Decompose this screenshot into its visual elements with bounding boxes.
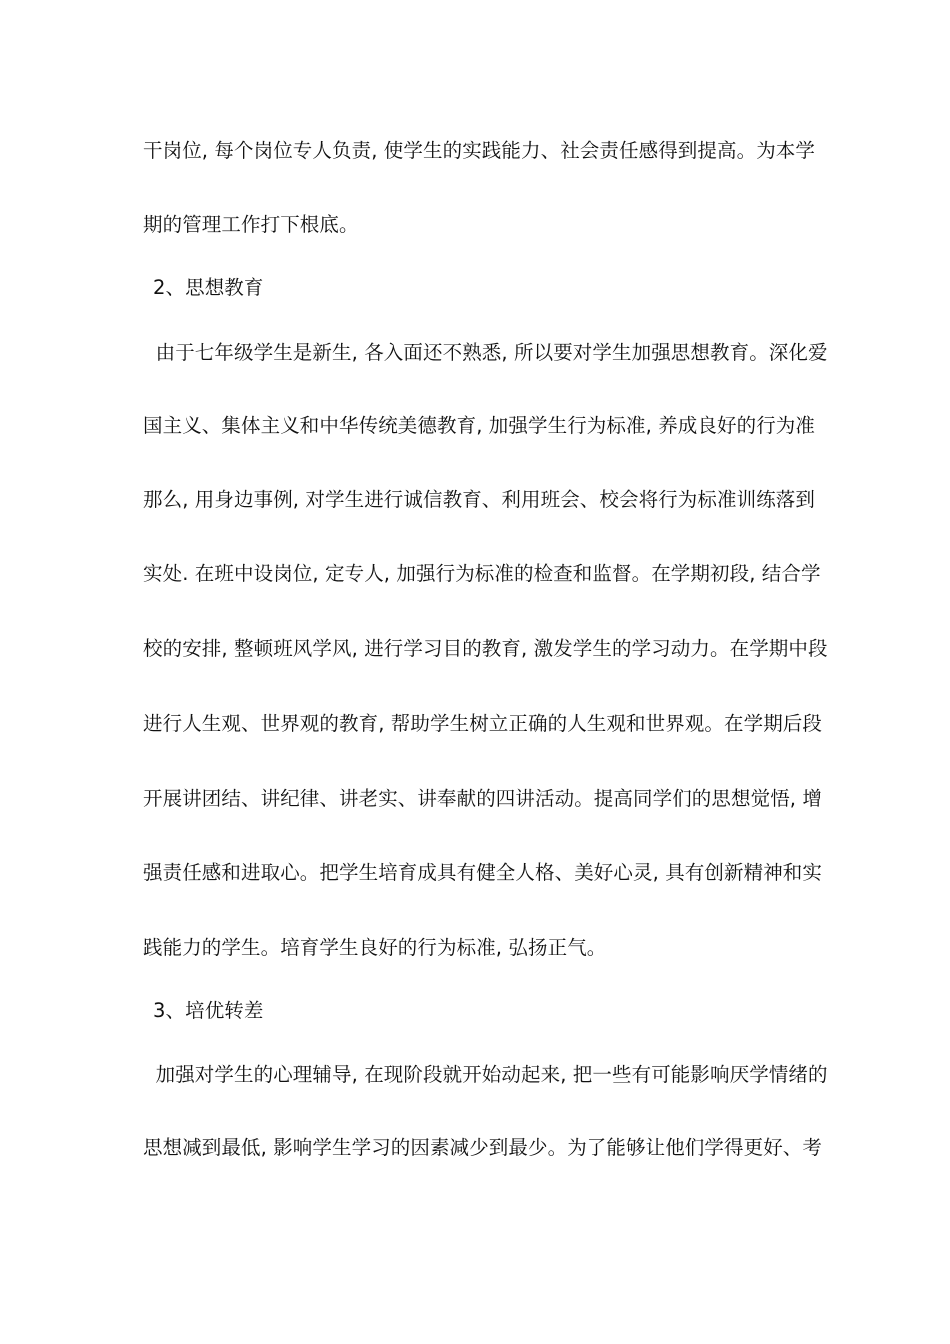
paragraph-line: 加强对学生的心理辅导, 在现阶段就开始动起来, 把一些有可能影响厌学情绪的 <box>143 1063 828 1086</box>
section-heading: 3、培优转差 <box>153 999 264 1022</box>
paragraph-line: 践能力的学生。培育学生良好的行为标准, 弘扬正气。 <box>143 936 607 959</box>
paragraph-line: 国主义、集体主义和中华传统美德教育, 加强学生行为标准, 养成良好的行为准 <box>143 414 815 437</box>
paragraph-line: 干岗位, 每个岗位专人负责, 使学生的实践能力、社会责任感得到提高。为本学 <box>143 139 815 162</box>
paragraph-line: 那么, 用身边事例, 对学生进行诚信教育、利用班会、校会将行为标准训练落到 <box>143 488 815 511</box>
section-heading: 2、思想教育 <box>153 276 264 299</box>
paragraph-line: 期的管理工作打下根底。 <box>143 213 359 236</box>
paragraph-line: 强责任感和进取心。把学生培育成具有健全人格、美好心灵, 具有创新精神和实 <box>143 861 822 884</box>
paragraph-line: 开展讲团结、讲纪律、讲老实、讲奉献的四讲活动。提高同学们的思想觉悟, 增 <box>143 787 822 810</box>
paragraph-line: 实处. 在班中设岗位, 定专人, 加强行为标准的检查和监督。在学期初段, 结合学 <box>143 562 821 585</box>
paragraph-line: 进行人生观、世界观的教育, 帮助学生树立正确的人生观和世界观。在学期后段 <box>143 712 822 735</box>
paragraph-line: 思想减到最低, 影响学生学习的因素减少到最少。为了能够让他们学得更好、考 <box>143 1136 822 1159</box>
paragraph-line: 由于七年级学生是新生, 各入面还不熟悉, 所以要对学生加强思想教育。深化爱 <box>143 341 828 364</box>
paragraph-line: 校的安排, 整顿班风学风, 进行学习目的教育, 激发学生的学习动力。在学期中段 <box>143 637 828 660</box>
